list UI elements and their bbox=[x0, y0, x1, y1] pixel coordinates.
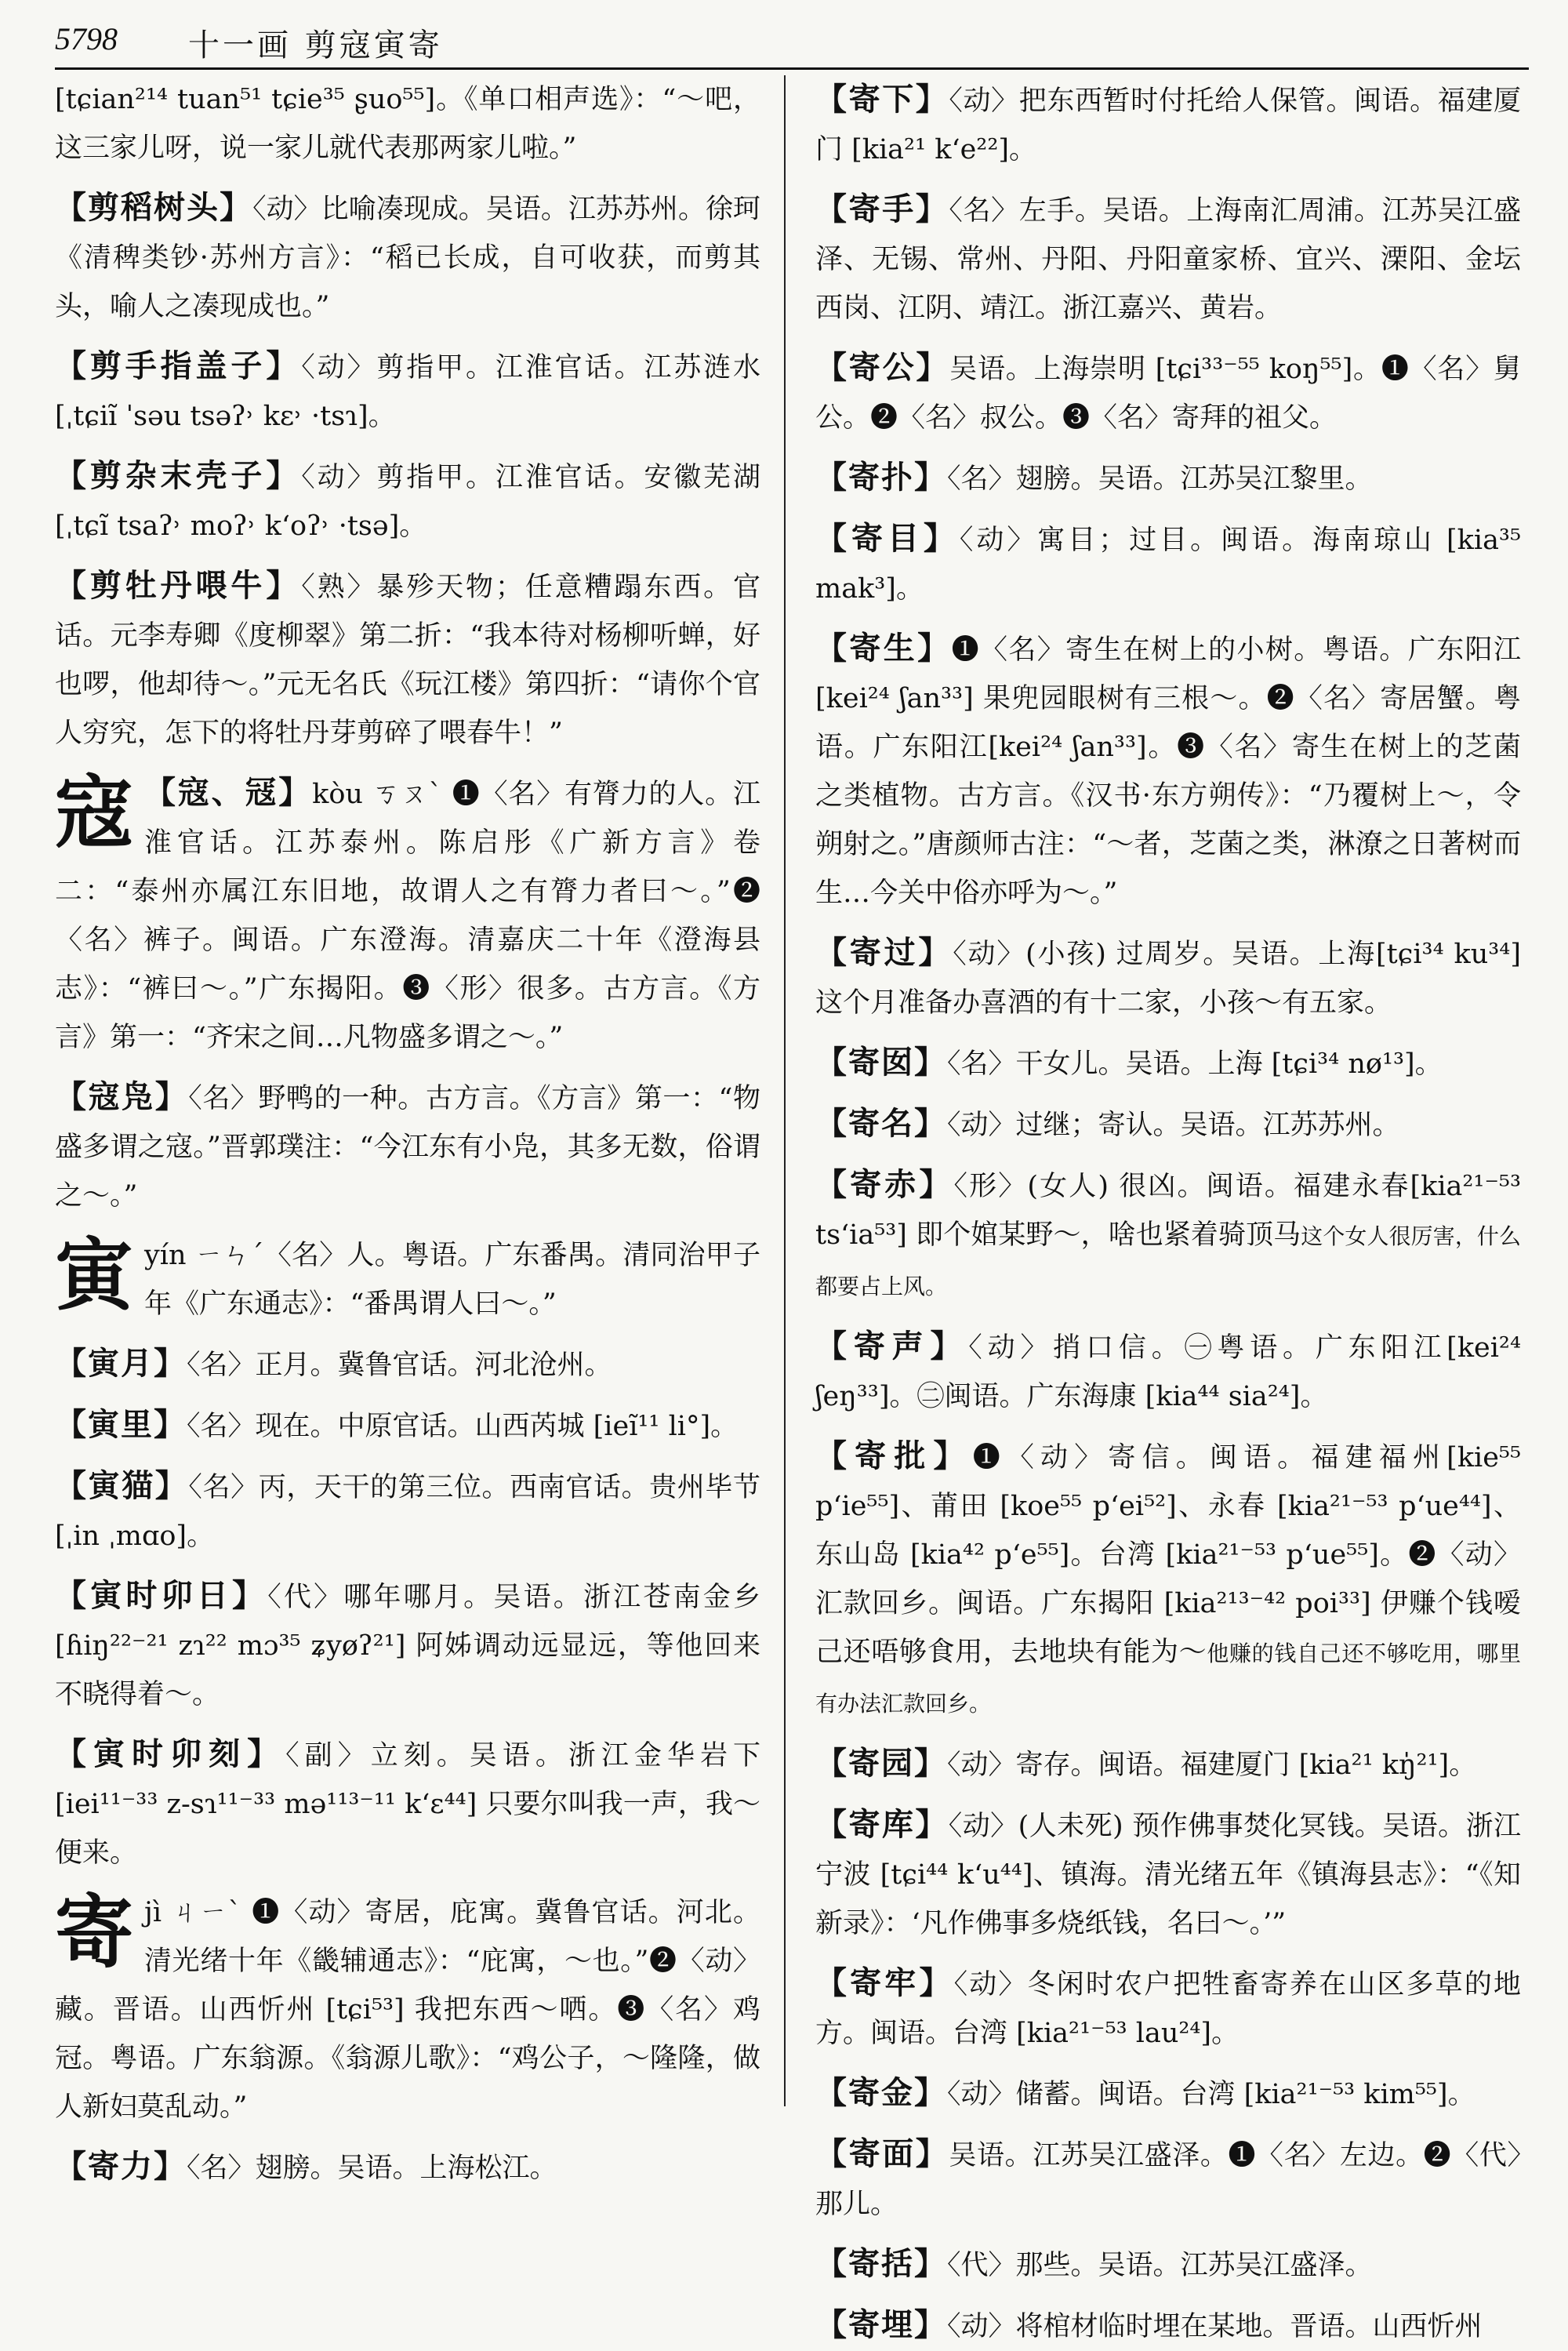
entry-headword: 【剪手指盖子】 bbox=[55, 347, 302, 384]
entry-definition: 〈动〉过继；寄认。吴语。江苏苏州。 bbox=[947, 1110, 1400, 1141]
dictionary-entry bbox=[815, 2130, 1521, 2229]
dictionary-entry bbox=[815, 1800, 1521, 1948]
entry-headword: 【寄名】 bbox=[815, 1105, 947, 1142]
dictionary-entry bbox=[55, 342, 760, 441]
entry-headword: 【寄园】 bbox=[815, 1745, 947, 1782]
entry-headword: 【寄声】 bbox=[815, 1328, 969, 1364]
entry-headword: 【剪杂末壳子】 bbox=[55, 457, 302, 494]
entry-definition: kòu ㄎㄡˋ ❶〈名〉有膂力的人。江淮官话。江苏泰州。陈启彤《广新方言》卷二：“泰州亦属江东旧地，故谓人之有膂力者曰～。”❷〈名〉裤子。闽语。广东澄海。清嘉庆二十年《澄海县志》：“裤曰～。”广东揭阳。❸〈形〉很多。古方言。《方言》第一：“齐宋之间…凡物盛多谓之～。” bbox=[55, 779, 760, 1053]
entry-definition: 〈名〉现在。中原官话。山西芮城 [ieĩ¹¹ li°]。 bbox=[187, 1411, 739, 1442]
header-rule bbox=[55, 67, 1529, 70]
entry-headword: 【寇凫】 bbox=[55, 1078, 189, 1115]
entry-gloss: 他赚的钱自己还不够吃用，哪里有办法汇款回乡。 bbox=[815, 1641, 1521, 1717]
dictionary-entry bbox=[815, 1959, 1521, 2058]
dictionary-entry bbox=[815, 343, 1521, 442]
entry-headword: 【寇、冦】 bbox=[144, 774, 313, 811]
right-column bbox=[815, 75, 1522, 2343]
entry-definition: 〈动〉冬闲时农户把牲畜寄养在山区多草的地方。闽语。台湾 [kia²¹⁻⁵³ lau²⁴]。 bbox=[815, 1969, 1521, 2049]
entry-definition: ❶〈名〉寄生在树上的小树。粤语。广东阳江 [kei²⁴ ʃan³³] 果兜园眼树有三根～。❷〈名〉寄居蟹。粤语。广东阳江[kei²⁴ ʃan³³]。❸〈名〉寄生在树上的芝菌之类植物。古方言。《汉书·东方朔传》：“乃覆树上～，令朔射之。”唐颜师古注：“～者，芝菌之类，淋潦之日著树而生…今关中俗亦呼为～。” bbox=[815, 634, 1521, 909]
entry-definition: 〈动〉捎口信。㊀粤语。广东阳江[kei²⁴ ʃeŋ³³]。㊁闽语。广东海康 [kia⁴⁴ sia²⁴]。 bbox=[815, 1332, 1521, 1412]
entry-headword: 【寄生】 bbox=[815, 630, 952, 667]
dictionary-entry bbox=[815, 2069, 1521, 2119]
dictionary-entry bbox=[55, 1073, 760, 1220]
headword-character: 寅 bbox=[55, 1229, 133, 1321]
entry-definition: 〈名〉野鸭的一种。古方言。《方言》第一：“物盛多谓之寇。”晋郭璞注：“今江东有小凫，其多无数，俗谓之～。” bbox=[55, 1083, 760, 1212]
entry-headword: 【寄手】 bbox=[815, 191, 949, 227]
entry-headword: 【寄赤】 bbox=[815, 1166, 954, 1203]
dictionary-entry bbox=[55, 1730, 760, 1877]
dictionary-entry bbox=[815, 1432, 1521, 1728]
dictionary-entry bbox=[55, 184, 760, 331]
dictionary-entry bbox=[815, 1739, 1521, 1790]
headword-character: 寄 bbox=[55, 1886, 133, 1979]
entry-definition: 〈动〉(人未死) 预作佛事焚化冥钱。吴语。浙江宁波 [tɕi⁴⁴ kʻu⁴⁴]、镇海。清光绪五年《镇海县志》：“《知新录》：‘凡作佛事多烧纸钱，名曰～。’” bbox=[815, 1811, 1522, 1939]
running-title: 十一画 剪寇寅寄 bbox=[188, 27, 443, 64]
dictionary-entry bbox=[55, 75, 760, 173]
entry-definition: 〈动〉比喻凑现成。吴语。江苏苏州。徐珂《清稗类钞·苏州方言》：“稻已长成，自可收获，而剪其头，喻人之凑现成也。” bbox=[55, 194, 760, 322]
entry-definition: 〈动〉把东西暂时付托给人保管。闽语。福建厦门 [kia²¹ kʻe²²]。 bbox=[815, 85, 1521, 165]
entry-definition: 〈动〉剪指甲。江淮官话。安徽芜湖[ˌtɕĩ tsaʔ˒ moʔ˒ kʻoʔ˒ ·tsə]。 bbox=[55, 462, 760, 542]
dictionary-entry bbox=[815, 1038, 1521, 1088]
entry-headword: 【寄埋】 bbox=[815, 2306, 947, 2343]
headword-character: 寇 bbox=[55, 766, 133, 859]
dictionary-entry bbox=[55, 766, 760, 1062]
dictionary-entry bbox=[815, 453, 1521, 503]
entry-headword: 【寅月】 bbox=[55, 1345, 187, 1382]
entry-headword: 【寄扑】 bbox=[815, 459, 947, 496]
page-header bbox=[55, 17, 1529, 64]
dictionary-entry bbox=[815, 2240, 1521, 2290]
entry-gloss: 这个女人很厉害，什么都要占上风。 bbox=[815, 1223, 1521, 1299]
left-column bbox=[55, 75, 760, 2185]
entry-definition: 〈动〉将棺材临时埋在某地。晋语。山西忻州 bbox=[947, 2311, 1483, 2342]
entry-headword: 【寅时卯日】 bbox=[55, 1577, 268, 1614]
entry-definition: 〈名〉干女儿。吴语。上海 [tɕi³⁴ nø¹³]。 bbox=[947, 1048, 1443, 1080]
entry-definition: 〈动〉(小孩) 过周岁。吴语。上海[tɕi³⁴ ku³⁴] 这个月准备办喜酒的有十二家，小孩～有五家。 bbox=[815, 939, 1521, 1019]
entry-headword: 【剪稻树头】 bbox=[55, 189, 253, 226]
entry-headword: 【寄牢】 bbox=[815, 1964, 954, 2001]
dictionary-entry bbox=[815, 1099, 1521, 1150]
entry-headword: 【寅时卯刻】 bbox=[55, 1735, 286, 1772]
page-number: 5798 bbox=[55, 21, 118, 56]
entry-definition: 吴语。上海崇明 [tɕi³³⁻⁵⁵ koŋ⁵⁵]。❶〈名〉舅公。❷〈名〉叔公。❸〈名〉寄拜的祖父。 bbox=[815, 354, 1522, 434]
entry-headword: 【寄库】 bbox=[815, 1806, 949, 1843]
entry-headword: 【寄公】 bbox=[815, 349, 950, 386]
entry-headword: 【寄括】 bbox=[815, 2245, 947, 2282]
entry-definition: 〈名〉翅膀。吴语。江苏吴江黎里。 bbox=[947, 463, 1373, 495]
entry-headword: 【剪牡丹喂牛】 bbox=[55, 567, 302, 604]
dictionary-entry bbox=[55, 1462, 760, 1561]
dictionary-entry bbox=[55, 1572, 760, 1719]
entry-definition: 〈副〉立刻。吴语。浙江金华岩下 [iei¹¹⁻³³ z-sɿ¹¹⁻³³ mə¹¹³⁻¹¹ kʻɛ⁴⁴] 只要尔叫我一声，我～便来。 bbox=[55, 1740, 760, 1869]
entry-definition: 〈熟〉暴殄天物；任意糟蹋东西。官话。元李寿卿《度柳翠》第二折：“我本待对杨柳听蝉，好也啰，他却待～。”元无名氏《玩江楼》第四折：“请你个官人穷究，怎下的将牡丹芽剪碎了喂春牛！” bbox=[55, 572, 760, 749]
entry-headword: 【寄批】 bbox=[815, 1437, 973, 1474]
entry-definition: 吴语。江苏吴江盛泽。❶〈名〉左边。❷〈代〉那儿。 bbox=[815, 2140, 1521, 2220]
dictionary-entry bbox=[815, 185, 1521, 332]
entry-headword: 【寄面】 bbox=[815, 2135, 949, 2172]
dictionary-entry bbox=[815, 1161, 1521, 1311]
dictionary-entry bbox=[55, 1401, 760, 1451]
entry-headword: 【寄金】 bbox=[815, 2074, 947, 2111]
entry-headword: 【寄囡】 bbox=[815, 1044, 947, 1081]
entry-definition: [tɕian²¹⁴ tuan⁵¹ tɕie³⁵ ʂuo⁵⁵]。《单口相声选》：“～吧，这三家儿呀，说一家儿就代表那两家儿啦。” bbox=[55, 84, 760, 164]
entry-definition: jì ㄐㄧˋ ❶〈动〉寄居，庇寓。冀鲁官话。河北。清光绪十年《畿辅通志》：“庇寓，～也。”❷〈动〉藏。晋语。山西忻州 [tɕi⁵³] 我把东西～哂。❸〈名〉鸡冠。粤语。广东翁源。《翁源儿歌》：“鸡公子，～隆隆，做人新妇莫乱动。” bbox=[55, 1897, 760, 2123]
entry-definition: 〈动〉剪指甲。江淮官话。江苏涟水[ˌtɕiĩ ˈsəu tsəʔ˒ kɛ˒ ·tsɿ]。 bbox=[55, 352, 760, 432]
entry-definition: 〈形〉(女人) 很凶。闽语。福建永春[kia²¹⁻⁵³ tsʻia⁵³] 即个婠某野～，啥也紧着骑顶马 bbox=[815, 1171, 1521, 1251]
dictionary-entry bbox=[55, 452, 760, 551]
dictionary-entry bbox=[815, 2301, 1521, 2351]
dictionary-entry bbox=[815, 75, 1521, 174]
dictionary-entry bbox=[815, 514, 1521, 613]
entry-headword: 【寅猫】 bbox=[55, 1467, 189, 1504]
column-divider bbox=[784, 75, 786, 2106]
dictionary-entry bbox=[815, 624, 1521, 918]
entry-headword: 【寄过】 bbox=[815, 934, 953, 971]
dictionary-entry bbox=[55, 1231, 760, 1328]
entry-definition: 〈名〉丙，天干的第三位。西南官话。贵州毕节 [ˌin ˌmɑo]。 bbox=[55, 1472, 760, 1552]
entry-definition: yín ㄧㄣˊ〈名〉人。粤语。广东番禺。清同治甲子年《广东通志》：“番禺谓人曰～。” bbox=[144, 1240, 760, 1320]
entry-definition: 〈名〉正月。冀鲁官话。河北沧州。 bbox=[187, 1350, 612, 1381]
entry-definition: 〈代〉那些。吴语。江苏吴江盛泽。 bbox=[947, 2250, 1373, 2281]
dictionary-entry bbox=[55, 2142, 760, 2193]
entry-definition: 〈代〉哪年哪月。吴语。浙江苍南金乡 [ɦiŋ²²⁻²¹ zɿ²² mɔ³⁵ ʑyøʔ²¹] 阿姊调动远显远，等他回来不晓得着～。 bbox=[55, 1582, 760, 1710]
entry-definition: 〈动〉寓目；过目。闽语。海南琼山 [kia³⁵ mak³]。 bbox=[815, 525, 1521, 605]
entry-headword: 【寄目】 bbox=[815, 520, 960, 557]
entry-headword: 【寅里】 bbox=[55, 1406, 187, 1443]
dictionary-entry bbox=[55, 1888, 760, 2131]
dictionary-entry bbox=[815, 1322, 1521, 1421]
entry-definition: 〈名〉左手。吴语。上海南汇周浦。江苏吴江盛泽、无锡、常州、丹阳、丹阳童家桥、宜兴、溧阳、金坛西岗、江阴、靖江。浙江嘉兴、黄岩。 bbox=[815, 195, 1521, 324]
entry-definition: 〈名〉翅膀。吴语。上海松江。 bbox=[187, 2153, 557, 2184]
dictionary-entry bbox=[55, 1339, 760, 1390]
dictionary-entry bbox=[55, 561, 760, 758]
entry-definition: 〈动〉寄存。闽语。福建厦门 [kia²¹ kŋ̍²¹]。 bbox=[947, 1750, 1477, 1781]
entry-headword: 【寄下】 bbox=[815, 81, 949, 118]
entry-definition: 〈动〉储蓄。闽语。台湾 [kia²¹⁻⁵³ kim⁵⁵]。 bbox=[947, 2079, 1475, 2110]
entry-definition: ❶〈动〉寄信。闽语。福建福州[kie⁵⁵ pʻie⁵⁵]、莆田 [koe⁵⁵ pʻei⁵²]、永春 [kia²¹⁻⁵³ pʻue⁴⁴]、东山岛 [kia⁴² pʻe⁵⁵]。台湾 [kia²¹⁻⁵³ pʻue⁵⁵]。❷〈动〉汇款回乡。闽语。广东揭阳 [kia²¹³⁻⁴² poi³³] 伊赚个钱嗳己还唔够食用，去地块有能为～ bbox=[815, 1442, 1521, 1668]
entry-headword: 【寄力】 bbox=[55, 2148, 187, 2185]
dictionary-entry bbox=[815, 928, 1521, 1027]
